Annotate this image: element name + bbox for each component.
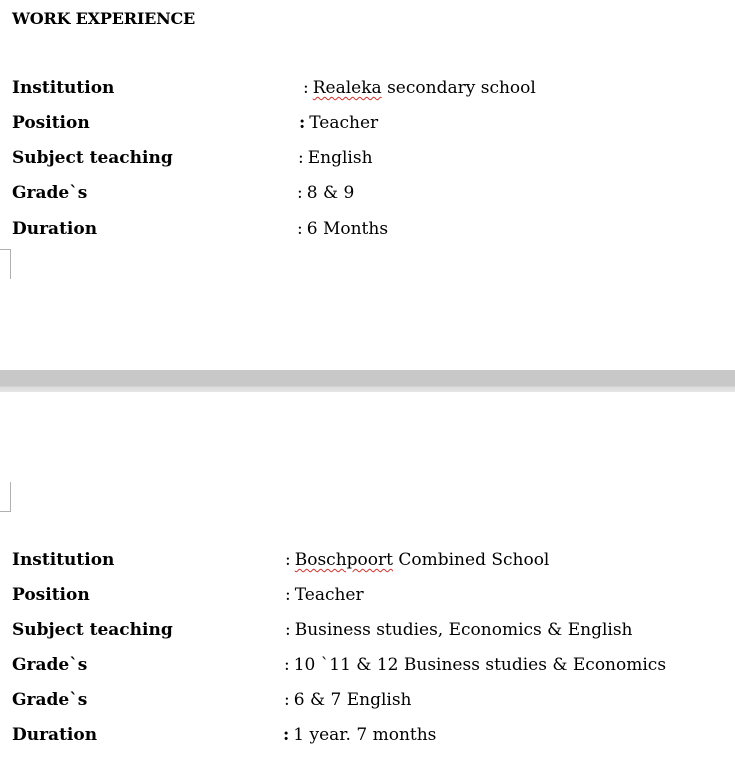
value-pre: 6 & 7 English: [293, 690, 412, 710]
entry2-grades-label-1: Grade`s: [12, 655, 88, 675]
entry2-duration-value: [283, 725, 436, 745]
entry1-duration-value: [297, 219, 388, 239]
entry2-grades-value-2: [284, 690, 412, 710]
entry1-subject-label: Subject teaching: [12, 148, 173, 168]
entry1-grades-value: [297, 183, 354, 203]
entry2-grades-value-1: [284, 655, 666, 675]
entry1-subject-value: [298, 148, 373, 168]
colon: :: [284, 655, 290, 675]
page-margin-mark: [0, 482, 11, 512]
value-pre: Teacher: [309, 113, 379, 133]
colon: :: [285, 550, 291, 570]
entry2-grades-label-2: Grade`s: [12, 690, 88, 710]
entry2-duration-label: Duration: [12, 725, 98, 745]
colon: :: [283, 725, 290, 745]
spellcheck-word: Boschpoort: [294, 550, 393, 570]
document-page-1: [0, 0, 735, 370]
colon: :: [303, 78, 309, 98]
entry2-position-label: Position: [12, 585, 90, 605]
entry1-institution-value: [303, 78, 536, 98]
entry2-subject-label: Subject teaching: [12, 620, 173, 640]
value-pre: Teacher: [294, 585, 364, 605]
section-heading: WORK EXPERIENCE: [12, 9, 196, 28]
colon: :: [285, 620, 291, 640]
entry2-subject-value: [285, 620, 633, 640]
colon: :: [299, 113, 306, 133]
spellcheck-word: Realeka: [312, 78, 382, 98]
page-margin-mark: [0, 249, 11, 279]
entry1-grades-label: Grade`s: [12, 183, 88, 203]
value-post: Combined School: [392, 550, 550, 570]
entry1-duration-label: Duration: [12, 219, 98, 239]
page-break-gap: [0, 370, 735, 392]
entry1-position-value: [299, 113, 378, 133]
entry2-position-value: [285, 585, 364, 605]
colon: :: [297, 183, 303, 203]
entry1-position-label: Position: [12, 113, 90, 133]
value-pre: 10 `11 & 12 Business studies & Economics: [293, 655, 667, 675]
entry1-institution-label: Institution: [12, 78, 115, 98]
value-pre: 8 & 9: [306, 183, 355, 203]
colon: :: [285, 585, 291, 605]
value-pre: Business studies, Economics & English: [294, 620, 633, 640]
colon: :: [297, 219, 303, 239]
colon: :: [298, 148, 304, 168]
colon: :: [284, 690, 290, 710]
value-pre: 6 Months: [306, 219, 389, 239]
value-pre: 1 year. 7 months: [293, 725, 437, 745]
value-pre: English: [307, 148, 373, 168]
entry2-institution-label: Institution: [12, 550, 115, 570]
document-page-2: [0, 392, 735, 771]
value-post: secondary school: [381, 78, 536, 98]
entry2-institution-value: [285, 550, 549, 570]
